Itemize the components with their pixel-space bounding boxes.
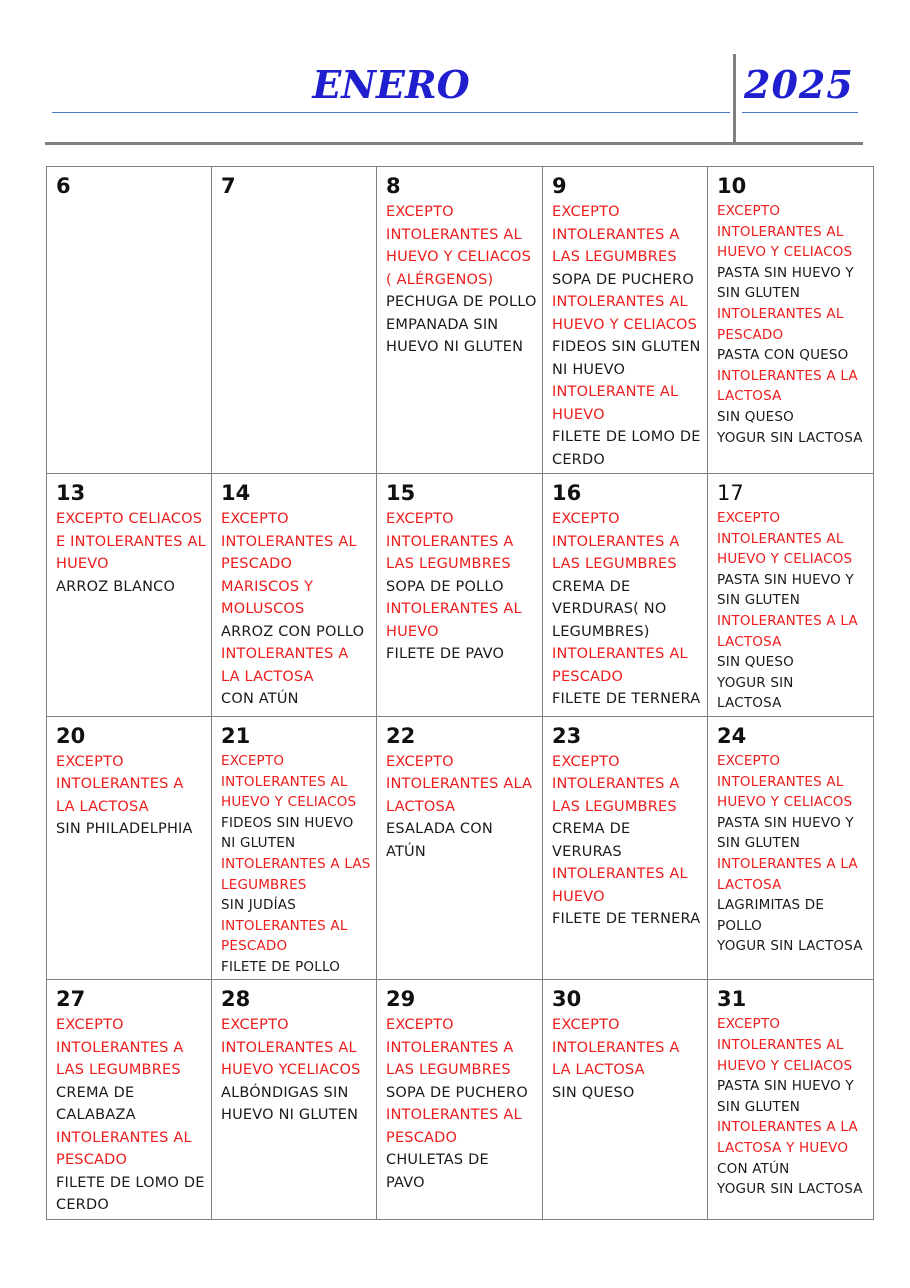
allergen-note: INTOLERANTES A <box>386 533 514 550</box>
allergen-note: INTOLERANTES A <box>221 646 349 662</box>
allergen-note: INTOLERANTE AL <box>552 384 679 400</box>
dish-text: YOGUR SIN LACTOSA <box>717 429 863 446</box>
dish-text: SIN GLUTEN <box>717 285 801 302</box>
allergen-note: INTOLERANTES AL <box>717 773 844 790</box>
allergen-note: PESCADO <box>717 326 784 343</box>
year-title: 2025 <box>744 62 854 107</box>
allergen-note: INTOLERANTES AL <box>717 1037 844 1054</box>
allergen-note: INTOLERANTES AL <box>386 226 522 243</box>
dish-text: FILETE DE POLLO <box>221 958 341 975</box>
month-underline <box>52 112 730 113</box>
day-number: 13 <box>56 481 86 505</box>
dish-text: YOGUR SIN <box>717 674 794 691</box>
allergen-note: INTOLERANTES AL <box>386 601 522 617</box>
day-cell <box>708 474 874 717</box>
allergen-note: INTOLERANTES A LAS <box>221 855 371 872</box>
dish-text: SIN GLUTEN <box>717 1098 801 1115</box>
day-number: 21 <box>221 723 251 748</box>
day-number: 9 <box>552 174 567 198</box>
dish-text: LAGRIMITAS DE <box>717 897 825 914</box>
day-number: 6 <box>56 174 71 198</box>
dish-text: CON ATÚN <box>221 691 299 707</box>
allergen-note: INTOLERANTES AL <box>717 305 844 322</box>
dish-text: HUEVO NI GLUTEN <box>221 1107 359 1124</box>
dish-text: SOPA DE PUCHERO <box>386 1084 528 1101</box>
dish-text: PECHUGA DE POLLO <box>386 294 537 310</box>
allergen-note: LA LACTOSA <box>552 1062 645 1079</box>
allergen-note: EXCEPTO <box>56 753 124 770</box>
week-row <box>47 167 874 474</box>
allergen-note: EXCEPTO <box>552 511 620 527</box>
day-cell <box>377 716 543 980</box>
dish-text: PASTA SIN HUEVO Y <box>717 814 854 831</box>
allergen-note: HUEVO Y CELIACOS <box>717 551 853 568</box>
dish-text: SIN PHILADELPHIA <box>56 821 193 838</box>
allergen-note: EXCEPTO <box>386 753 454 770</box>
day-number: 27 <box>56 987 86 1012</box>
day-cell <box>212 474 377 717</box>
day-number: 17 <box>717 481 744 505</box>
dish-text: CHULETAS DE <box>386 1152 489 1169</box>
allergen-note: INTOLERANTES A <box>552 533 680 550</box>
allergen-note: INTOLERANTES AL <box>56 1129 192 1146</box>
allergen-note: LACTOSA <box>717 388 782 405</box>
dish-text: FILETE DE TERNERA <box>552 911 701 928</box>
allergen-note: INTOLERANTES AL <box>717 223 844 240</box>
allergen-note: INTOLERANTES A LA <box>717 855 858 872</box>
allergen-note: LEGUMBRES <box>221 876 307 893</box>
day-number: 28 <box>221 987 251 1012</box>
year-underline <box>742 112 858 113</box>
day-cell <box>708 980 874 1220</box>
allergen-note: INTOLERANTES A LA <box>717 1119 858 1136</box>
day-cell <box>543 980 708 1220</box>
allergen-note: E INTOLERANTES AL <box>56 533 206 550</box>
dish-text: ALBÓNDIGAS SIN <box>221 1084 349 1101</box>
dish-text: YOGUR SIN LACTOSA <box>717 938 863 955</box>
allergen-note: HUEVO <box>56 556 109 572</box>
allergen-note: LAS LEGUMBRES <box>552 556 677 572</box>
allergen-note: INTOLERANTES AL <box>221 917 348 934</box>
allergen-note: LACTOSA Y HUEVO <box>717 1140 849 1157</box>
allergen-note: INTOLERANTES A <box>552 776 680 793</box>
day-number: 22 <box>386 723 416 748</box>
day-cell <box>47 716 212 980</box>
dish-text: YOGUR SIN LACTOSA <box>717 1181 863 1198</box>
day-number: 7 <box>221 174 236 198</box>
allergen-note: EXCEPTO <box>386 204 454 220</box>
dish-text: PASTA SIN HUEVO Y <box>717 1078 854 1095</box>
allergen-note: HUEVO <box>386 623 439 640</box>
dish-text: VERDURAS( NO <box>552 601 667 617</box>
dish-text: ATÚN <box>386 843 426 860</box>
dish-text: LEGUMBRES) <box>552 623 650 640</box>
dish-text: ARROZ CON POLLO <box>221 623 365 640</box>
allergen-note: MARISCOS Y <box>221 578 314 595</box>
dish-text: SIN QUESO <box>552 1084 635 1101</box>
day-cell <box>543 167 708 474</box>
dish-text: PAVO <box>386 1174 425 1191</box>
day-cell <box>212 980 377 1220</box>
allergen-note: INTOLERANTES A <box>56 1039 184 1056</box>
allergen-note: PESCADO <box>56 1152 128 1169</box>
dish-text: FIDEOS SIN HUEVO <box>221 814 354 831</box>
day-cell <box>47 167 212 474</box>
dish-text: NI GLUTEN <box>221 835 296 852</box>
dish-text: SIN QUESO <box>717 408 794 425</box>
dish-text: SIN GLUTEN <box>717 592 801 609</box>
dish-text: SIN GLUTEN <box>717 835 801 852</box>
dish-text: CERDO <box>552 451 605 468</box>
dish-text: ESALADA CON <box>386 821 493 838</box>
dish-text: SOPA DE PUCHERO <box>552 271 694 288</box>
week-row <box>47 474 874 717</box>
allergen-note: LAS LEGUMBRES <box>552 798 677 815</box>
allergen-note: HUEVO Y CELIACOS <box>717 794 853 811</box>
day-number: 16 <box>552 481 582 505</box>
dish-text: CALABAZA <box>56 1107 136 1124</box>
allergen-note: LAS LEGUMBRES <box>552 249 677 265</box>
dish-text: CREMA DE <box>56 1084 135 1101</box>
dish-text: FILETE DE LOMO DE <box>56 1174 205 1191</box>
day-number: 20 <box>56 723 86 748</box>
day-cell <box>47 980 212 1220</box>
allergen-note: HUEVO Y CELIACOS <box>386 249 532 265</box>
dish-text: PASTA SIN HUEVO Y <box>717 571 854 588</box>
allergen-note: LAS LEGUMBRES <box>386 556 511 572</box>
allergen-note: INTOLERANTES A <box>552 226 680 243</box>
day-number: 15 <box>386 481 416 505</box>
allergen-note: INTOLERANTES ALA <box>386 776 533 793</box>
day-number: 23 <box>552 723 582 748</box>
allergen-note: EXCEPTO <box>386 1017 454 1034</box>
day-number: 30 <box>552 987 582 1012</box>
calendar-table <box>46 166 874 1220</box>
allergen-note: MOLUSCOS <box>221 601 305 617</box>
allergen-note: EXCEPTO <box>386 511 454 527</box>
allergen-note: INTOLERANTES AL <box>221 533 357 550</box>
day-cell <box>47 474 212 717</box>
allergen-note: HUEVO <box>552 888 605 905</box>
day-cell <box>212 167 377 474</box>
day-number: 31 <box>717 987 747 1012</box>
allergen-note: EXCEPTO <box>717 510 781 526</box>
week-row <box>47 716 874 980</box>
allergen-note: INTOLERANTES A LA <box>717 367 858 384</box>
allergen-note: LACTOSA <box>386 798 456 815</box>
allergen-note: PESCADO <box>221 556 293 572</box>
allergen-note: LA LACTOSA <box>221 668 314 685</box>
allergen-note: EXCEPTO <box>717 752 781 769</box>
allergen-note: EXCEPTO <box>552 204 620 220</box>
allergen-note: HUEVO Y CELIACOS <box>221 794 357 811</box>
header-rule <box>45 142 863 145</box>
allergen-note: INTOLERANTES AL <box>386 1107 522 1124</box>
dish-text: SIN QUESO <box>717 654 794 671</box>
allergen-note: LA LACTOSA <box>56 798 149 815</box>
day-cell <box>377 980 543 1220</box>
day-cell <box>543 474 708 717</box>
allergen-note: PESCADO <box>552 668 624 685</box>
allergen-note: INTOLERANTES AL <box>552 646 688 662</box>
dish-text: SIN JUDÍAS <box>221 897 296 914</box>
allergen-note: INTOLERANTES A LA <box>717 612 858 629</box>
day-cell <box>543 716 708 980</box>
dish-text: LACTOSA <box>717 695 782 712</box>
dish-text: FILETE DE PAVO <box>386 646 505 662</box>
day-cell <box>212 716 377 980</box>
allergen-note: EXCEPTO <box>717 203 781 219</box>
allergen-note: EXCEPTO CELIACOS <box>56 511 203 527</box>
allergen-note: EXCEPTO <box>552 1017 620 1034</box>
allergen-note: HUEVO Y CELIACOS <box>717 244 853 261</box>
day-number: 29 <box>386 987 416 1012</box>
header-divider <box>733 54 736 144</box>
day-cell <box>377 474 543 717</box>
allergen-note: INTOLERANTES AL <box>221 773 348 790</box>
allergen-note: INTOLERANTES AL <box>552 294 688 310</box>
allergen-note: LAS LEGUMBRES <box>56 1062 181 1079</box>
dish-text: PASTA SIN HUEVO Y <box>717 264 854 281</box>
allergen-note: EXCEPTO <box>717 1016 781 1033</box>
dish-text: FILETE DE LOMO DE <box>552 429 701 445</box>
allergen-note: HUEVO YCELIACOS <box>221 1062 361 1079</box>
day-number: 14 <box>221 481 251 505</box>
allergen-note: INTOLERANTES AL <box>717 530 844 547</box>
allergen-note: EXCEPTO <box>221 1017 289 1034</box>
day-cell <box>377 167 543 474</box>
allergen-note: HUEVO <box>552 406 605 423</box>
day-number: 8 <box>386 174 401 198</box>
dish-text: CERDO <box>56 1197 109 1214</box>
dish-text: HUEVO NI GLUTEN <box>386 339 524 355</box>
allergen-note: EXCEPTO <box>221 511 289 527</box>
allergen-note: HUEVO Y CELIACOS <box>552 316 698 333</box>
allergen-note: PESCADO <box>221 938 288 955</box>
day-number: 10 <box>717 174 747 198</box>
day-number: 24 <box>717 723 747 748</box>
allergen-note: INTOLERANTES AL <box>221 1039 357 1056</box>
allergen-note: PESCADO <box>386 1129 458 1146</box>
allergen-note: INTOLERANTES AL <box>552 866 688 883</box>
day-cell <box>708 167 874 474</box>
allergen-note: EXCEPTO <box>221 752 285 769</box>
dish-text: SOPA DE POLLO <box>386 578 504 595</box>
allergen-note: EXCEPTO <box>56 1017 124 1034</box>
dish-text: NI HUEVO <box>552 361 626 378</box>
dish-text: CREMA DE <box>552 821 631 838</box>
allergen-note: LACTOSA <box>717 876 782 893</box>
dish-text: POLLO <box>717 917 762 934</box>
dish-text: ARROZ BLANCO <box>56 578 176 595</box>
allergen-note: INTOLERANTES A <box>552 1039 680 1056</box>
dish-text: EMPANADA SIN <box>386 316 499 333</box>
allergen-note: HUEVO Y CELIACOS <box>717 1057 853 1074</box>
dish-text: FILETE DE TERNERA <box>552 691 701 707</box>
dish-text: FIDEOS SIN GLUTEN <box>552 339 701 355</box>
dish-text: CON ATÚN <box>717 1160 790 1177</box>
day-cell <box>708 716 874 980</box>
dish-text: CREMA DE <box>552 578 631 595</box>
dish-text: VERURAS <box>552 843 622 860</box>
week-row <box>47 980 874 1220</box>
allergen-note: LAS LEGUMBRES <box>386 1062 511 1079</box>
allergen-note: LACTOSA <box>717 633 782 650</box>
allergen-note: EXCEPTO <box>552 753 620 770</box>
allergen-note: INTOLERANTES A <box>56 776 184 793</box>
page-header <box>0 0 910 150</box>
allergen-note: INTOLERANTES A <box>386 1039 514 1056</box>
allergen-note: ( ALÉRGENOS) <box>386 271 494 288</box>
month-title: ENERO <box>312 62 470 107</box>
dish-text: PASTA CON QUESO <box>717 347 849 364</box>
